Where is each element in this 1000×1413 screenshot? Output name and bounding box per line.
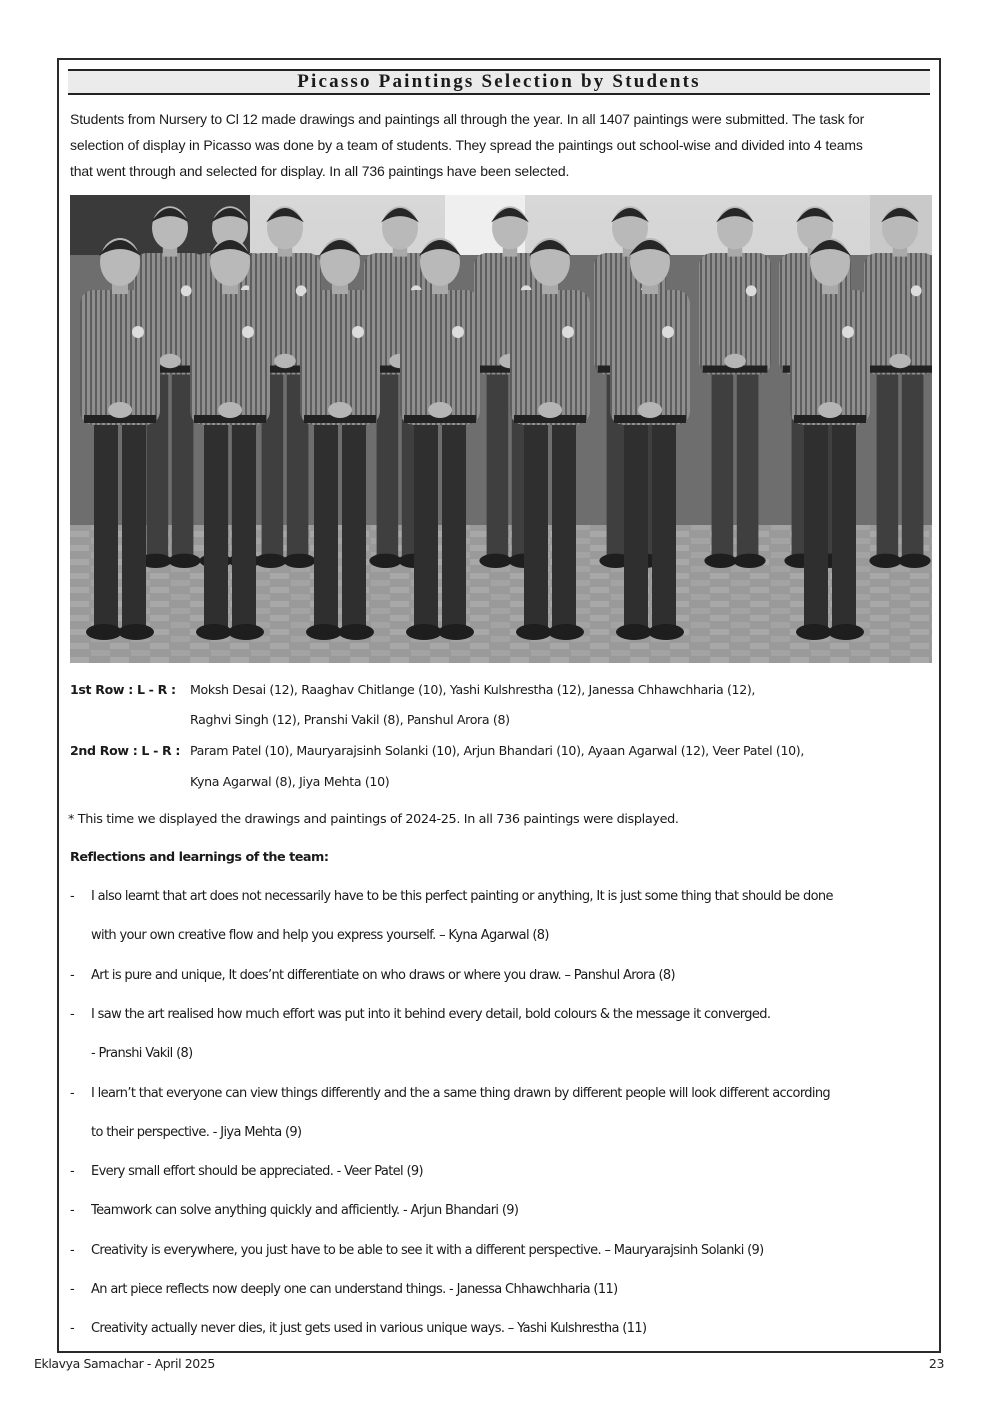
- reflection-text: Every small effort should be appreciated. - Veer Patel (9): [91, 1164, 423, 1180]
- intro-paragraph: [70, 106, 934, 184]
- reflection-item: [70, 965, 675, 987]
- reflection-text: Creativity is everywhere, you just have to be able to see it with a different perspective. – Mauryarajsinh Solanki (9): [91, 1242, 764, 1258]
- reflection-text: Teamwork can solve anything quickly and afficiently. - Arjun Bhandari (9): [91, 1203, 519, 1219]
- reflection-item: [70, 886, 833, 908]
- reflection-item: [70, 1083, 830, 1105]
- caption-names: Kyna Agarwal (8), Jiya Mehta (10): [190, 774, 390, 789]
- reflection-item: [70, 1161, 423, 1183]
- caption-names: Param Patel (10), Mauryarajsinh Solanki (10), Arjun Bhandari (10), Ayaan Agarwal (12), Veer Patel (10),: [190, 743, 804, 758]
- bullet-dash: -: [70, 1321, 75, 1337]
- reflection-text: I also learnt that art does not necessarily have to be this perfect painting or anything, It is just some thing that should be done: [91, 889, 833, 904]
- caption-names: Moksh Desai (12), Raaghav Chitlange (10), Yashi Kulshrestha (12), Janessa Chhawchharia (12),: [190, 682, 756, 697]
- caption-row-label: 1st Row : L - R :: [70, 682, 176, 697]
- reflection-item: [70, 1200, 518, 1222]
- caption-row-1-cont: [190, 712, 510, 727]
- reflection-text: An art piece reflects now deeply one can understand things. - Janessa Chhawchharia (11): [91, 1282, 618, 1297]
- bullet-dash: -: [70, 1282, 75, 1297]
- bullet-dash: -: [70, 967, 75, 983]
- reflection-text: - Pranshi Vakil (8): [91, 1046, 193, 1062]
- reflection-text: with your own creative flow and help you express yourself. – Kyna Agarwal (8): [91, 928, 549, 944]
- caption-row-2: [70, 743, 804, 758]
- intro-line: that went through and selected for display. In all 736 paintings have been selected.: [70, 163, 570, 179]
- intro-line: Students from Nursery to Cl 12 made drawings and paintings all through the year. In all 1407 paintings were submitted. The task for: [70, 111, 865, 127]
- caption-names: Raghvi Singh (12), Pranshi Vakil (8), Panshul Arora (8): [190, 712, 510, 727]
- reflection-item: [70, 1004, 770, 1026]
- reflection-item: [70, 1279, 618, 1301]
- reflection-item: [70, 1318, 646, 1340]
- display-note: * This time we displayed the drawings and paintings of 2024-25. In all 736 paintings were displayed.: [68, 812, 679, 827]
- intro-line: selection of display in Picasso was done by a team of students. They spread the paintings out school-wise and divided into 4 teams: [70, 137, 863, 153]
- bullet-dash: -: [70, 1006, 75, 1022]
- reflection-text: Creativity actually never dies, it just gets used in various unique ways. – Yashi Kulshrestha (11): [91, 1321, 647, 1337]
- bullet-dash: -: [70, 1242, 75, 1258]
- reflection-item-continuation: [70, 1043, 193, 1065]
- article-title-bar: [68, 69, 930, 95]
- reflection-text: Art is pure and unique, It does’nt differentiate on who draws or where you draw. – Panshul Arora (8): [91, 967, 675, 983]
- bullet-dash: -: [70, 889, 75, 904]
- reflection-item-continuation: [70, 925, 549, 947]
- reflection-text: I learn’t that everyone can view things differently and the a same thing drawn by different people will look different according: [91, 1085, 831, 1101]
- group-photo-illustration: [70, 195, 932, 663]
- reflection-item: [70, 1240, 764, 1262]
- caption-row-label: 2nd Row : L - R :: [70, 743, 181, 758]
- reflection-text: to their perspective. - Jiya Mehta (9): [91, 1124, 302, 1140]
- bullet-dash: -: [70, 1164, 75, 1180]
- bullet-dash: -: [70, 1203, 75, 1219]
- group-photo: [70, 195, 932, 663]
- page-number: 23: [928, 1356, 944, 1371]
- reflection-text: I saw the art realised how much effort was put into it behind every detail, bold colours & the message it converged.: [91, 1006, 771, 1022]
- caption-row-1: [70, 682, 755, 697]
- reflections-heading: Reflections and learnings of the team:: [70, 850, 329, 865]
- bullet-dash: -: [70, 1085, 75, 1101]
- publication-name: Eklavya Samachar - April 2025: [34, 1356, 215, 1371]
- caption-row-2-cont: [190, 774, 389, 789]
- reflection-item-continuation: [70, 1122, 301, 1144]
- article-title: Picasso Paintings Selection by Students: [297, 71, 701, 92]
